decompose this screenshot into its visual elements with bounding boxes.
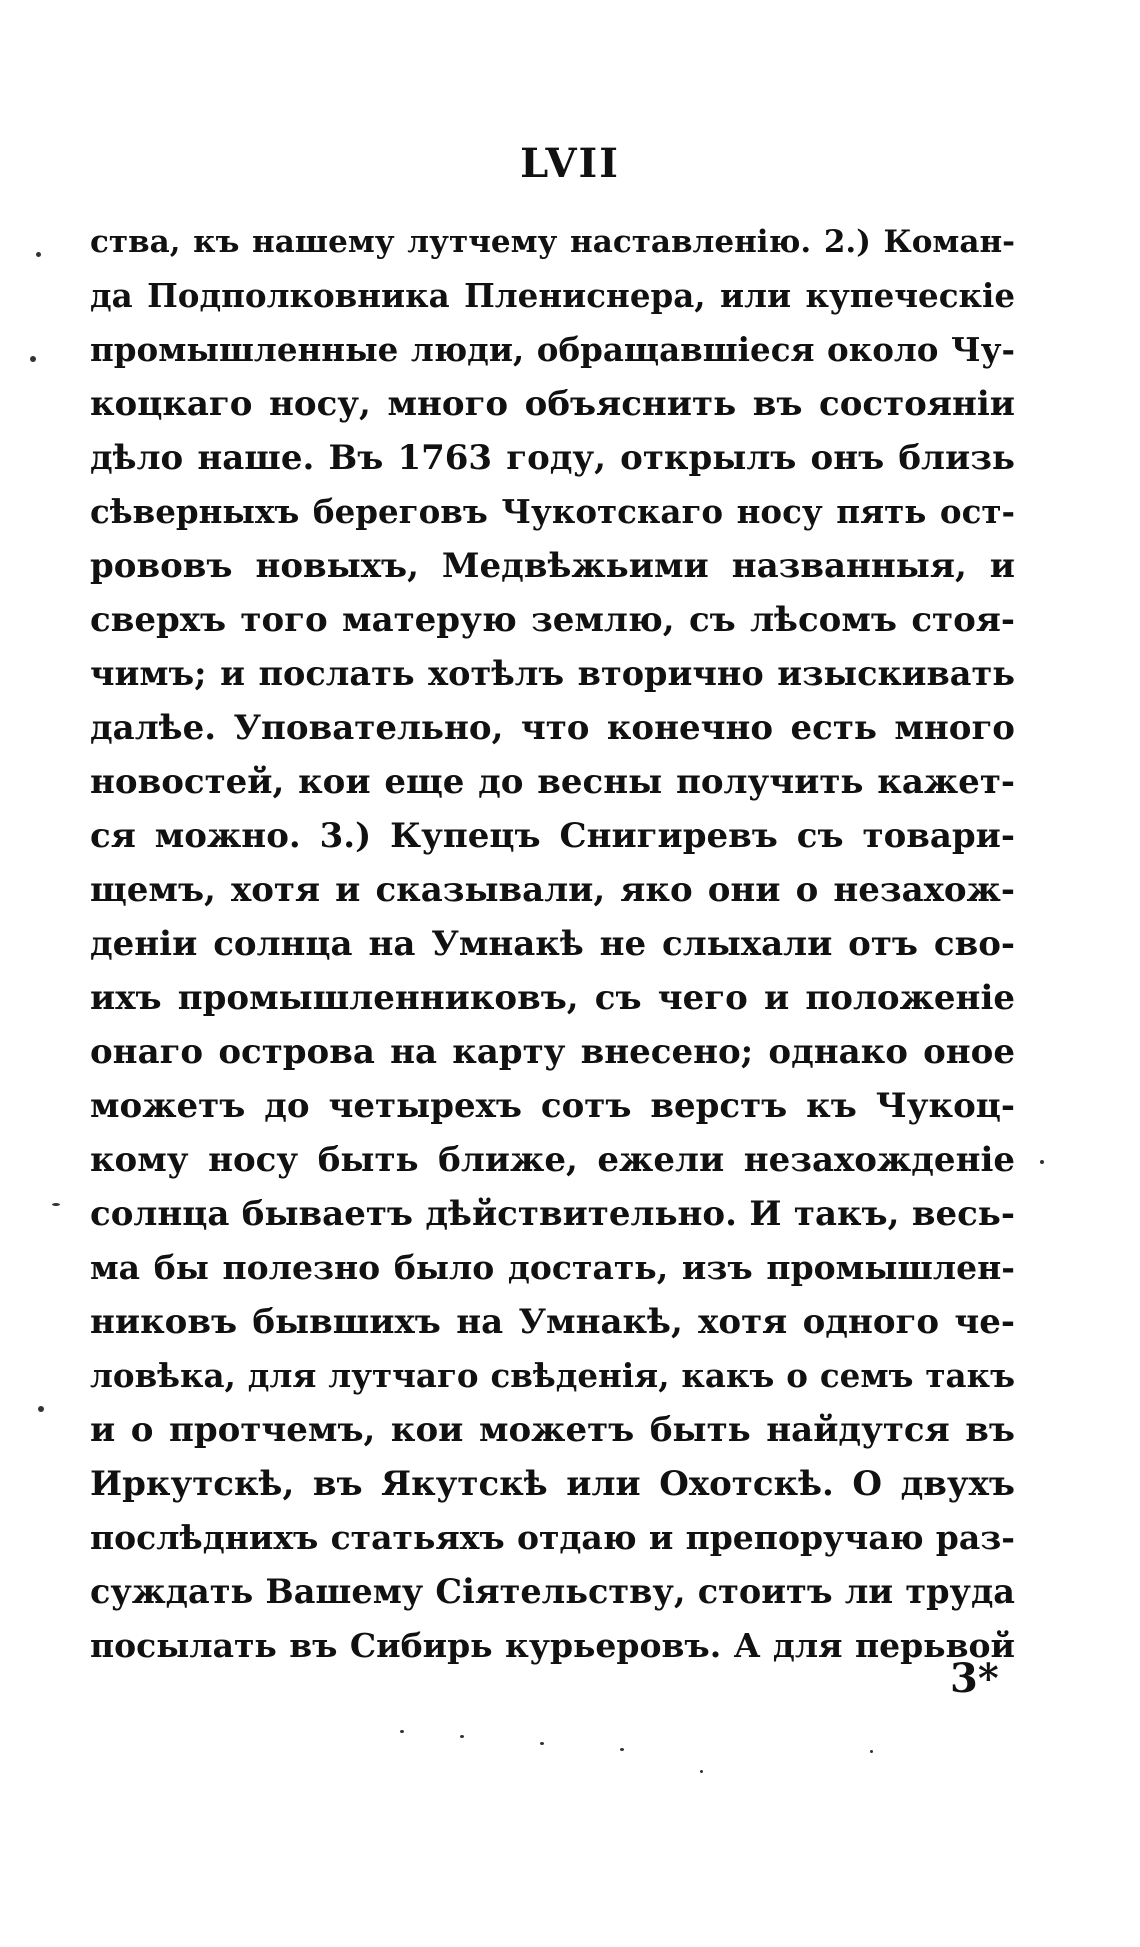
page-body — [90, 215, 1015, 1673]
text-line-9: чимъ; и послать хотѣлъ вторично изыскивать — [90, 654, 1015, 693]
scan-speck — [460, 1735, 464, 1738]
text-line-16: онаго острова на карту внесено; однако оное — [90, 1032, 1015, 1072]
text-line-4: коцкаго носу, много объяснить въ состояніи — [90, 384, 1015, 424]
scan-speck — [700, 1770, 703, 1773]
text-line-19: солнца бываетъ дѣйствительно. И такъ, весь- — [90, 1194, 1015, 1234]
text-line-25: послѣднихъ статьяхъ отдаю и препоручаю раз- — [90, 1518, 1015, 1557]
page-number: LVII — [520, 140, 620, 187]
scan-speck — [1040, 1160, 1044, 1164]
text-line-3: промышленные люди, обращавшіеся около Чу- — [90, 330, 1015, 369]
scan-speck — [36, 252, 41, 257]
scan-speck — [400, 1730, 404, 1733]
scan-speck — [38, 1406, 44, 1412]
scan-speck — [52, 1203, 60, 1206]
text-line-23: и о протчемъ, кои можетъ быть найдутся въ — [90, 1410, 1015, 1450]
scan-speck — [870, 1750, 873, 1753]
text-line-21: никовъ бывшихъ на Умнакѣ, хотя одного че- — [90, 1302, 1015, 1342]
text-line-7: рововъ новыхъ, Медвѣжьими названныя, и — [90, 546, 1015, 586]
scan-speck — [30, 356, 36, 362]
scan-speck — [620, 1748, 624, 1751]
text-line-10: далѣе. Уповательно, что конечно есть много — [90, 708, 1015, 748]
text-line-8: сверхъ того матерую землю, съ лѣсомъ стоя- — [90, 600, 1015, 640]
text-line-2: да Подполковника Плениснера, или купеческіе — [90, 276, 1015, 315]
text-line-14: деніи солнца на Умнакѣ не слыхали отъ сво- — [90, 924, 1015, 964]
text-line-13: щемъ, хотя и сказывали, яко они о незахож- — [90, 870, 1015, 910]
text-line-20: ма бы полезно было достать, изъ промышлен- — [90, 1248, 1015, 1287]
text-line-24: Иркутскѣ, въ Якутскѣ или Охотскѣ. О двухъ — [90, 1464, 1015, 1504]
text-line-17: можетъ до четырехъ сотъ верстъ къ Чукоц- — [90, 1086, 1015, 1126]
text-line-22: ловѣка, для лутчаго свѣденія, какъ о семъ такъ — [90, 1356, 1015, 1395]
text-line-5: дѣло наше. Въ 1763 году, открылъ онъ близь — [90, 438, 1015, 478]
text-line-27: посылать въ Сибирь курьеровъ. А для перьвой — [90, 1626, 1015, 1665]
signature-mark: 3* — [950, 1655, 999, 1702]
text-line-15: ихъ промышленниковъ, съ чего и положеніе — [90, 978, 1015, 1018]
text-line-26: суждать Вашему Сіятельству, стоитъ ли труда — [90, 1572, 1015, 1611]
scan-speck — [540, 1742, 544, 1745]
text-line-11: новостей, кои еще до весны получить кажет- — [90, 762, 1015, 802]
text-line-18: кому носу быть ближе, ежели незахожденіе — [90, 1140, 1015, 1180]
text-line-12: ся можно. 3.) Купецъ Снигиревъ съ товари- — [90, 816, 1015, 856]
text-line-1: ства, къ нашему лутчему наставленію. 2.) Коман- — [90, 224, 1015, 260]
text-line-6: сѣверныхъ береговъ Чукотскаго носу пять ост- — [90, 492, 1015, 531]
